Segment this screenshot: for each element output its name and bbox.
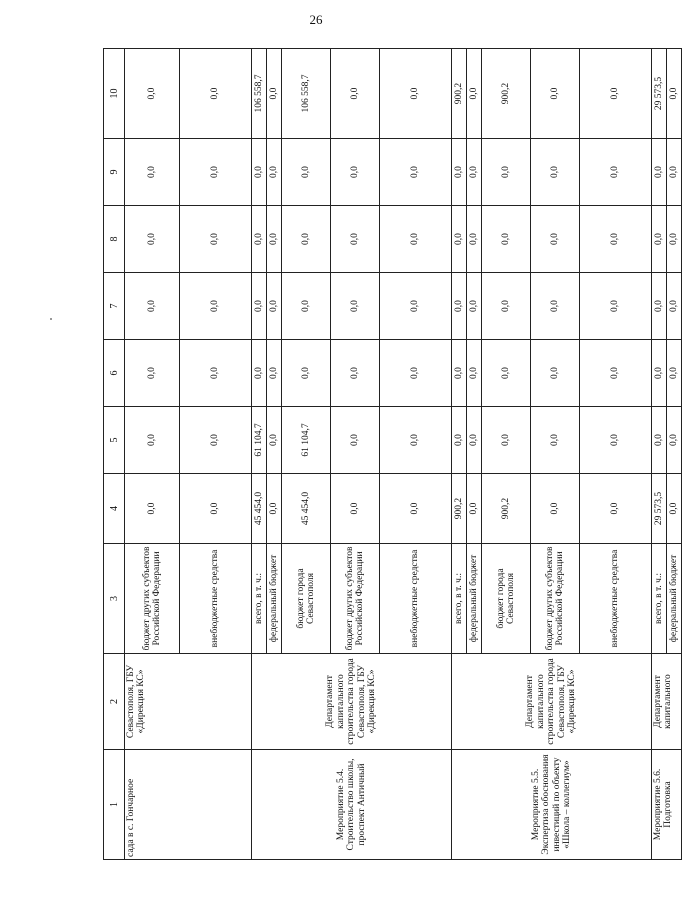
value-cell: 0,0 (282, 340, 331, 407)
value-cell: 0,0 (380, 474, 452, 544)
value-cell: 0,0 (180, 49, 252, 139)
table-row (125, 49, 180, 860)
value-cell: 0,0 (467, 206, 482, 273)
executor-cell: Департамент капитального строительства города Севастополя, ГБУ «Дирекция КС» (452, 654, 652, 750)
value-cell: 0,0 (267, 474, 282, 544)
value-cell: 0,0 (252, 273, 267, 340)
value-cell: 0,0 (467, 49, 482, 139)
value-cell: 0,0 (652, 407, 667, 474)
value-cell: 0,0 (331, 407, 380, 474)
value-cell: 0,0 (531, 340, 580, 407)
value-cell: 0,0 (531, 273, 580, 340)
executor-cell: Департамент капитального (652, 654, 682, 750)
funding-source-cell: внебюджетные средства (380, 544, 452, 654)
value-cell: 0,0 (380, 49, 452, 139)
value-cell: 0,0 (331, 49, 380, 139)
value-cell: 900,2 (482, 49, 531, 139)
value-cell: 0,0 (580, 340, 652, 407)
value-cell: 0,0 (380, 273, 452, 340)
value-cell: 0,0 (531, 407, 580, 474)
rotated-table-container (103, 49, 679, 860)
value-cell: 45 454,0 (252, 474, 267, 544)
value-cell: 29 573,5 (652, 49, 667, 139)
value-cell: 0,0 (452, 340, 467, 407)
funding-source-cell: всего, в т. ч.: (452, 544, 467, 654)
value-cell: 0,0 (467, 474, 482, 544)
value-cell: 0,0 (652, 273, 667, 340)
value-cell: 0,0 (252, 340, 267, 407)
value-cell: 0,0 (252, 206, 267, 273)
value-cell: 0,0 (125, 407, 180, 474)
value-cell: 0,0 (125, 340, 180, 407)
table-row (452, 49, 467, 860)
value-cell: 0,0 (380, 206, 452, 273)
value-cell: 0,0 (180, 139, 252, 206)
value-cell: 0,0 (180, 474, 252, 544)
value-cell: 900,2 (452, 49, 467, 139)
value-cell: 0,0 (380, 139, 452, 206)
funding-source-cell: федеральный бюджет (467, 544, 482, 654)
header-cell: 1 (104, 750, 125, 860)
value-cell: 0,0 (180, 206, 252, 273)
value-cell: 0,0 (282, 206, 331, 273)
funding-source-cell: внебюджетные средства (580, 544, 652, 654)
funding-source-cell: бюджет других субъектов Российской Федерации (125, 544, 180, 654)
value-cell: 0,0 (282, 139, 331, 206)
value-cell: 0,0 (267, 273, 282, 340)
funding-source-cell: бюджет города Севастополя (282, 544, 331, 654)
value-cell: 900,2 (452, 474, 467, 544)
value-cell: 0,0 (667, 206, 682, 273)
value-cell: 0,0 (667, 273, 682, 340)
table-row (652, 49, 667, 860)
header-cell: 10 (104, 49, 125, 139)
value-cell: 106 558,7 (282, 49, 331, 139)
header-cell: 9 (104, 139, 125, 206)
value-cell: 0,0 (125, 49, 180, 139)
header-cell: 5 (104, 407, 125, 474)
value-cell: 0,0 (331, 139, 380, 206)
value-cell: 0,0 (667, 340, 682, 407)
table-row (252, 49, 267, 860)
value-cell: 0,0 (252, 139, 267, 206)
value-cell: 0,0 (180, 407, 252, 474)
value-cell: 0,0 (380, 340, 452, 407)
value-cell: 0,0 (580, 139, 652, 206)
value-cell: 0,0 (467, 273, 482, 340)
header-cell: 3 (104, 544, 125, 654)
header-cell: 2 (104, 654, 125, 750)
funding-source-cell: федеральный бюджет (267, 544, 282, 654)
value-cell: 0,0 (380, 407, 452, 474)
value-cell: 0,0 (467, 139, 482, 206)
value-cell: 0,0 (331, 273, 380, 340)
value-cell: 0,0 (452, 139, 467, 206)
scan-speck (50, 318, 52, 320)
executor-cell: Севастополя, ГБУ «Дирекция КС» (125, 654, 252, 750)
value-cell: 0,0 (125, 139, 180, 206)
header-cell: 6 (104, 340, 125, 407)
value-cell: 0,0 (652, 139, 667, 206)
funding-source-cell: бюджет других субъектов Российской Федерации (331, 544, 380, 654)
value-cell: 0,0 (467, 407, 482, 474)
value-cell: 0,0 (580, 474, 652, 544)
funding-source-cell: бюджет города Севастополя (482, 544, 531, 654)
value-cell: 900,2 (482, 474, 531, 544)
value-cell: 0,0 (482, 273, 531, 340)
value-cell: 0,0 (482, 139, 531, 206)
value-cell: 0,0 (331, 340, 380, 407)
value-cell: 0,0 (531, 474, 580, 544)
page-number: 26 (309, 12, 323, 27)
value-cell: 0,0 (267, 340, 282, 407)
value-cell: 0,0 (667, 49, 682, 139)
value-cell: 0,0 (667, 407, 682, 474)
value-cell: 0,0 (580, 407, 652, 474)
value-cell: 106 558,7 (252, 49, 267, 139)
value-cell: 0,0 (580, 206, 652, 273)
event-name-cell: Мероприятие 5.4. Строительство школы, проспект Античный (252, 750, 452, 860)
header-row (104, 49, 125, 860)
funding-source-cell: всего, в т. ч.: (652, 544, 667, 654)
value-cell: 0,0 (452, 407, 467, 474)
value-cell: 0,0 (180, 273, 252, 340)
funding-source-cell: внебюджетные средства (180, 544, 252, 654)
header-cell: 7 (104, 273, 125, 340)
value-cell: 0,0 (482, 206, 531, 273)
value-cell: 0,0 (652, 340, 667, 407)
executor-cell: Департамент капитального строительства города Севастополя, ГБУ «Дирекция КС» (252, 654, 452, 750)
value-cell: 0,0 (267, 139, 282, 206)
value-cell: 0,0 (125, 474, 180, 544)
value-cell: 0,0 (452, 206, 467, 273)
value-cell: 0,0 (467, 340, 482, 407)
funding-source-cell: бюджет других субъектов Российской Федерации (531, 544, 580, 654)
value-cell: 0,0 (667, 474, 682, 544)
value-cell: 0,0 (531, 206, 580, 273)
event-name-cell: Мероприятие 5.5. Экспертиза обоснования инвестиций по объекту «Школа – коллегиум» (452, 750, 652, 860)
funding-source-cell: федеральный бюджет (667, 544, 682, 654)
value-cell: 0,0 (267, 206, 282, 273)
value-cell: 0,0 (267, 49, 282, 139)
value-cell: 0,0 (125, 206, 180, 273)
value-cell: 0,0 (482, 340, 531, 407)
header-cell: 4 (104, 474, 125, 544)
value-cell: 0,0 (482, 407, 531, 474)
value-cell: 0,0 (652, 206, 667, 273)
value-cell: 0,0 (331, 206, 380, 273)
value-cell: 0,0 (531, 139, 580, 206)
header-cell: 8 (104, 206, 125, 273)
value-cell: 0,0 (267, 407, 282, 474)
value-cell: 0,0 (667, 139, 682, 206)
budget-table (103, 48, 682, 860)
value-cell: 45 454,0 (282, 474, 331, 544)
value-cell: 0,0 (452, 273, 467, 340)
value-cell: 29 573,5 (652, 474, 667, 544)
value-cell: 61 104,7 (252, 407, 267, 474)
event-name-cell: Мероприятие 5.6. Подготовка (652, 750, 682, 860)
value-cell: 0,0 (125, 273, 180, 340)
event-name-cell: сада в с. Гончарное (125, 750, 252, 860)
value-cell: 61 104,7 (282, 407, 331, 474)
value-cell: 0,0 (180, 340, 252, 407)
value-cell: 0,0 (580, 273, 652, 340)
value-cell: 0,0 (580, 49, 652, 139)
funding-source-cell: всего, в т. ч.: (252, 544, 267, 654)
value-cell: 0,0 (531, 49, 580, 139)
value-cell: 0,0 (331, 474, 380, 544)
value-cell: 0,0 (282, 273, 331, 340)
